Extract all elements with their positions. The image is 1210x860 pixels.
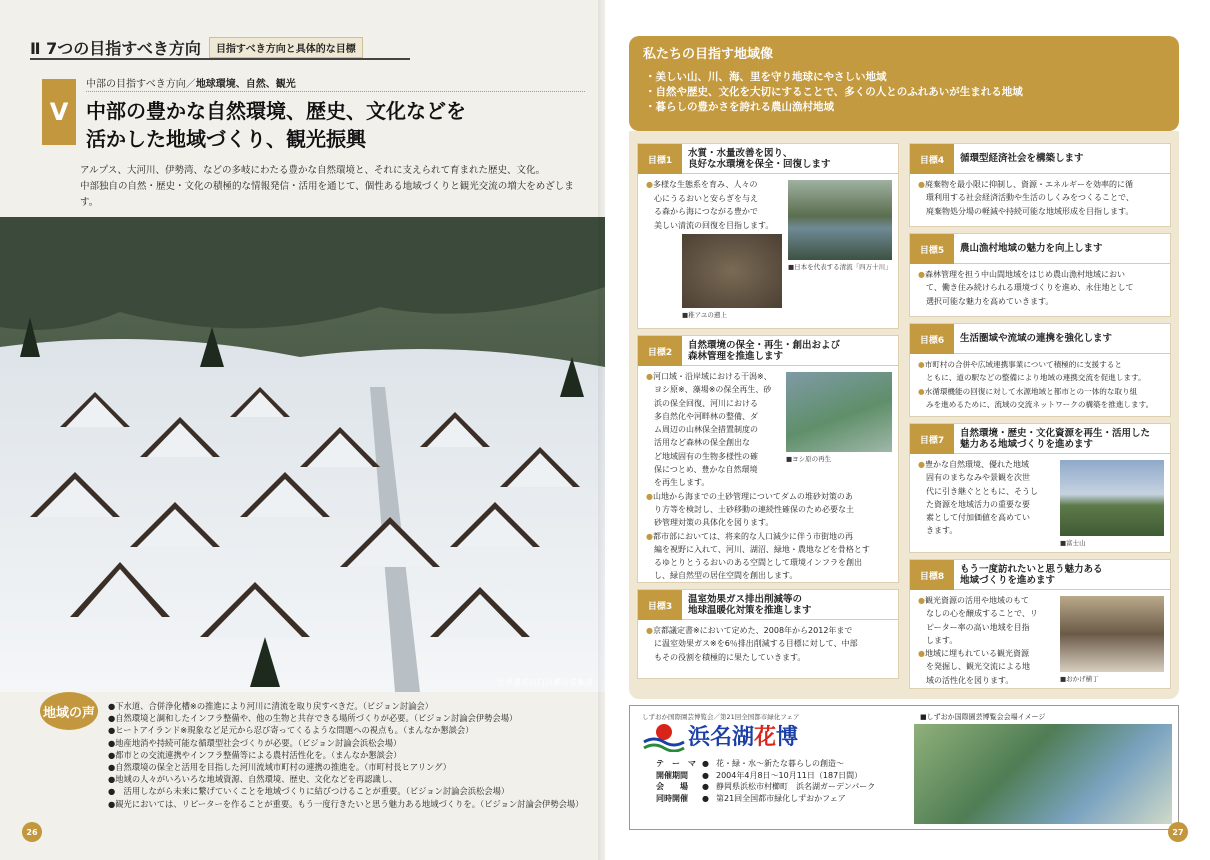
- goal-title: 農山漁村地域の魅力を向上します: [960, 243, 1103, 255]
- expo-box: [629, 705, 1179, 830]
- goal-6: [909, 323, 1171, 417]
- goal-body: ● 京都議定書※において定めた、2008年から2012年まで に温室効果ガス※を6％排出削減する目標に対して、中部 もその役割を積極的に果たしていきます。: [646, 624, 898, 664]
- voice-list: [108, 700, 598, 810]
- goal-tag: 目標8: [910, 560, 954, 590]
- vision-box: [629, 36, 1179, 131]
- goal-title: 温室効果ガス排出削減等の 地球温暖化対策を推進します: [688, 593, 812, 616]
- goal-tag: 目標4: [910, 144, 954, 174]
- chapter-title-line2: 活かした地域づくり、観光振興: [86, 127, 366, 151]
- reed-photo: [786, 372, 892, 452]
- okage-photo: [1060, 596, 1164, 672]
- river-photo-caption: ■ 日本を代表する清流「四万十川」: [788, 262, 892, 271]
- page-number-right: 27: [1168, 822, 1188, 842]
- goal-header: [638, 336, 898, 366]
- goal-header: [910, 424, 1170, 454]
- expo-row: 開催期間 ● 2004年4月8日〜10月11日（187日間）: [656, 770, 863, 780]
- intro-line2: 中部独自の自然・歴史・文化の積極的な情報発信・活用を通じて、個性ある地域づくりと観光交流の増大をめざします。: [80, 181, 574, 208]
- goal-body: ● 森林管理を担う中山間地域をはじめ農山漁村地域におい て、働き住み続けられる環境づくりを進め、永住地として 選択可能な魅力を高めていきます。: [918, 268, 1170, 308]
- goal-title: もう一度訪れたいと思う魅力ある 地域づくりを進めます: [960, 563, 1103, 586]
- goal-header: [910, 324, 1170, 354]
- category-bold: 地球環境、自然、観光: [195, 79, 296, 90]
- right-page: [605, 0, 1210, 860]
- expo-row: テ ー マ ● 花・緑・水〜新たな暮らしの創造〜: [656, 759, 844, 768]
- goal-tag: 目標1: [638, 144, 682, 174]
- section-subtitle: 目指すべき方向と具体的な目標: [209, 37, 363, 58]
- voice-item: ● 活用しながら未来に繋げていくことを地域づくりに結びつけることが重要。（ビジョン討論会浜松会場）: [108, 785, 598, 797]
- expo-site-image: [914, 724, 1172, 824]
- expo-image-caption: ■ しずおか国際園芸博覧会会場イメージ: [920, 712, 1045, 722]
- voice-item: ● ヒートアイランド※現象など足元から忍び寄ってくるような問題への視点も。（まんなか懇談会）: [108, 724, 598, 736]
- goal-body: ● 豊かな自然環境、優れた地域 固有のまちなみや景観を次世 代に引き継ぐとともに、そうし た資源を地域活力の重要な要 素として付加価値を高めてい きます。: [918, 458, 1058, 538]
- reed-photo-caption: ■ ヨシ原の再生: [786, 454, 831, 463]
- goal-header: [638, 144, 898, 174]
- voice-item: ● 地産地消や持続可能な循環型社会づくりが必要。（ビジョン討論会浜松会場）: [108, 737, 598, 749]
- goal-title: 水質・水量改善を図り、 良好な水環境を保全・回復します: [688, 147, 831, 170]
- voice-item: ● 地域の人々がいろいろな地域資源、自然環境、歴史、文化などを再認識し、: [108, 773, 598, 785]
- expo-row: 会 場 ● 静岡県浜松市村櫛町 浜名湖ガーデンパーク: [656, 782, 876, 791]
- goal-title: 自然環境の保全・再生・創出および 森林管理を推進します: [688, 339, 841, 362]
- river-photo: [788, 180, 892, 260]
- goal-4: [909, 143, 1171, 227]
- goal-5: [909, 233, 1171, 317]
- expo-details: [656, 758, 875, 804]
- goal-1: [637, 143, 899, 329]
- expo-title: 浜名湖花博: [688, 724, 799, 750]
- vision-list: [645, 70, 1023, 115]
- photo-caption: 世界遺産の白川郷合掌集落: [497, 678, 593, 687]
- intro-text: [80, 163, 585, 211]
- goal-2: [637, 335, 899, 583]
- vision-title: 私たちの目指す地域像: [643, 47, 774, 62]
- goal-3: [637, 589, 899, 679]
- regional-voices: [0, 692, 605, 832]
- vision-item: ・ 自然や歴史、文化を大切にすることで、多くの人とのふれあいが生まれる地域: [645, 85, 1023, 100]
- fuji-photo-caption: ■ 富士山: [1060, 538, 1086, 547]
- section-rule: [30, 58, 410, 60]
- voice-badge: 地域の声: [40, 692, 98, 730]
- goal-tag: 目標7: [910, 424, 954, 454]
- expo-row: 同時開催 ● 第21回全国都市緑化しずおかフェア: [656, 793, 846, 803]
- goals-panel: [629, 131, 1179, 699]
- expo-subtitle: しずおか国際園芸博覧会／第21回全国都市緑化フェア: [642, 713, 800, 721]
- goal-tag: 目標3: [638, 590, 682, 620]
- chapter-title: [86, 97, 466, 153]
- vision-item: ・ 美しい山、川、海、里を守り地球にやさしい地域: [645, 70, 1023, 85]
- chapter-category: [86, 75, 296, 90]
- voice-item: ● 観光においては、リピーターを作ることが重要。もう一度行きたいと思う魅力ある地域づくりを。（ビジョン討論会伊勢会場）: [108, 798, 598, 810]
- village-photo: [0, 217, 605, 692]
- category-rule: [86, 91, 585, 92]
- goal-header: [638, 590, 898, 620]
- goal-tag: 目標5: [910, 234, 954, 264]
- goal-header: [910, 560, 1170, 590]
- goal-7: [909, 423, 1171, 553]
- intro-line1: アルプス、大河川、伊勢湾、などの多岐にわたる豊かな自然環境と、それに支えられて育まれた歴史、文化。: [80, 165, 546, 176]
- page-number-left: 26: [22, 822, 42, 842]
- goal-title: 循環型経済社会を構築します: [960, 153, 1084, 165]
- chapter-title-line1: 中部の豊かな自然環境、歴史、文化などを: [86, 99, 466, 123]
- expo-logo-icon: [642, 722, 686, 752]
- ayu-photo-caption: ■ 稚アユの遡上: [682, 310, 727, 319]
- goal-header: [910, 234, 1170, 264]
- goal-body: ● 市町村の合併や広域連携事業について積極的に支援すると ともに、道の駅などの整備により地域の連携交流を促進します。 ● 水循環機能の回復に対して水源地域と都市との一体的な取り組 みを進めるために、流域の交流ネットワークの構築を推進します。: [918, 358, 1170, 411]
- category-prefix: 中部の目指すべき方向／: [86, 79, 196, 90]
- goal-body: ● 河口域・沿岸域における干潟※、 ヨシ原※、藻場※の保全再生、砂 浜の保全回復、河川における 多自然化や河畔林の整備、ダ ム周辺の山林保全措置制度の 活用など森林の保全創出な ど地域固有の生物多様性の確 保につとめ、豊かな自然環境 を再生します。 ● 山地から海までの土砂管理についてダムの堆砂対策のあ り方等を検討し、土砂移動の連続性確保のため必要な土 砂管理対策の具体化を図ります。 ● 都市部においては、将来的な人口減少に伴う市街地の再 編を視野に入れて、河川、湖沼、緑地・農地などを骨格とす るゆとりとうるおいのある空間として環境インフラを創出 し、緑自然型の居住空間を創出します。: [646, 370, 898, 583]
- goal-body: ● 観光資源の活用や地域のもて なしの心を醸成することで、リ ピーター率の高い地域を目指 します。 ● 地域に埋もれている観光資源 を発掘し、観光交流による地 域の活性化を図ります。: [918, 594, 1058, 687]
- fuji-photo: [1060, 460, 1164, 536]
- goal-header: [910, 144, 1170, 174]
- voice-item: ● 自然環境の保全と活用を目指した河川流域市町村の連携の推進を。（市町村長ヒアリング）: [108, 761, 598, 773]
- voice-item: ● 下水道、合併浄化槽※の推進により河川に清流を取り戻すべきだ。（ビジョン討論会）: [108, 700, 598, 712]
- voice-item: ● 自然環境と調和したインフラ整備や、他の生物と共存できる場所づくりが必要。（ビジョン討論会伊勢会場）: [108, 712, 598, 724]
- snow-village-illustration: [0, 217, 605, 692]
- goal-tag: 目標2: [638, 336, 682, 366]
- goal-8: [909, 559, 1171, 689]
- okage-photo-caption: ■ おかげ横丁: [1060, 674, 1099, 683]
- goal-body: ● 多様な生態系を育み、人々の 心にうるおいと安らぎを与え る森から海につながる豊かで 美しい清流の回復を目指します。: [646, 178, 776, 232]
- goal-tag: 目標6: [910, 324, 954, 354]
- voice-item: ● 都市との交流連携やインフラ整備等による農村活性化を。（まんなか懇談会）: [108, 749, 598, 761]
- vision-item: ・ 暮らしの豊かさを誇れる農山漁村地域: [645, 100, 1023, 115]
- goal-body: ● 廃棄物を最小限に抑制し、資源・エネルギーを効率的に循 環利用する社会経済活動や生活のしくみをつくることで、 廃棄物処分場の軽減や持続可能な地域形成を目指します。: [918, 178, 1170, 218]
- chapter-badge: V: [42, 79, 76, 145]
- goal-title: 生活圏域や流域の連携を強化します: [960, 333, 1113, 345]
- section-header: [30, 36, 363, 59]
- goal-title: 自然環境・歴史・文化資源を再生・活用した 魅力ある地域づくりを進めます: [960, 427, 1151, 450]
- ayu-photo: [682, 234, 782, 308]
- section-title: Ⅱ 7つの目指すべき方向: [30, 39, 201, 58]
- chapter-heading: [30, 67, 585, 155]
